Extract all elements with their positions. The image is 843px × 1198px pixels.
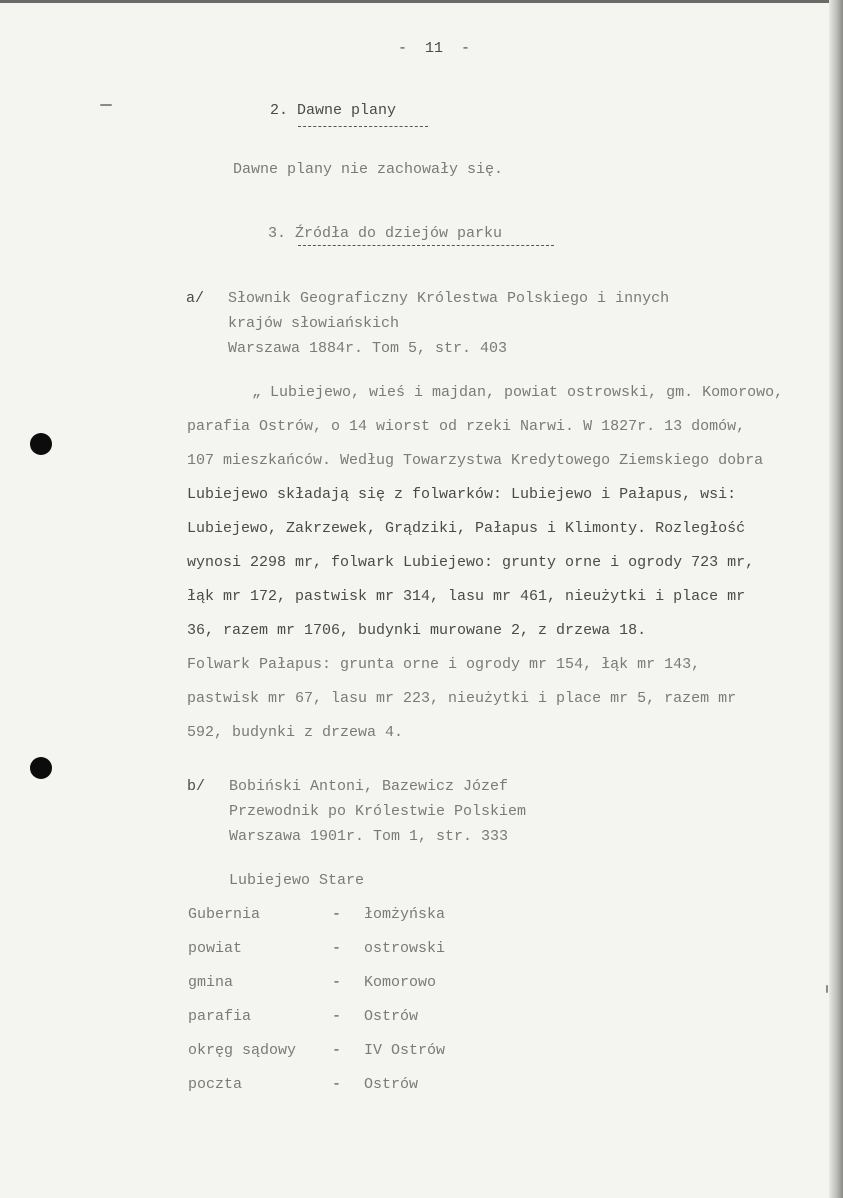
locality-label: Gubernia: [188, 906, 261, 923]
locality-value: Ostrów: [364, 1076, 419, 1093]
section-2-text: Dawne plany nie zachowały się.: [233, 161, 504, 178]
scan-speck: [826, 985, 828, 993]
quote-line: wynosi 2298 mr, folwark Lubiejewo: grunty orne i ogrody 723 mr,: [187, 554, 755, 571]
quote-line: 36, razem mr 1706, budynki murowane 2, z drzewa 18.: [187, 622, 647, 639]
punch-hole-bottom: [30, 757, 52, 779]
quote-line: pastwisk mr 67, lasu mr 223, nieużytki i place mr 5, razem mr: [187, 690, 737, 707]
source-a-line: Słownik Geograficzny Królestwa Polskiego i innych: [228, 290, 670, 307]
locality-value: Ostrów: [364, 1008, 419, 1025]
locality-value: IV Ostrów: [364, 1042, 446, 1059]
scan-speck: [100, 104, 112, 106]
locality-label: parafia: [188, 1008, 252, 1025]
quote-line: łąk mr 172, pastwisk mr 314, lasu mr 461, nieużytki i place mr: [187, 588, 746, 605]
locality-dash: -: [332, 1008, 342, 1025]
page-number: - 11 -: [398, 40, 471, 57]
source-b-marker: b/: [187, 778, 206, 795]
quote-line: „ Lubiejewo, wieś i majdan, powiat ostrowski, gm. Komorowo,: [252, 384, 784, 401]
locality-value: ostrowski: [364, 940, 446, 957]
source-b-line: Przewodnik po Królestwie Polskiem: [229, 803, 527, 820]
locality-dash: -: [332, 940, 342, 957]
section-2-underline: [298, 126, 428, 127]
quote-line: Lubiejewo składają się z folwarków: Lubiejewo i Pałapus, wsi:: [187, 486, 737, 503]
locality-dash: -: [332, 1076, 342, 1093]
locality-label: poczta: [188, 1076, 243, 1093]
locality-dash: -: [332, 906, 342, 923]
source-b-line: Bobiński Antoni, Bazewicz Józef: [229, 778, 509, 795]
locality-title: Lubiejewo Stare: [229, 872, 365, 889]
locality-dash: -: [332, 974, 342, 991]
source-b-line: Warszawa 1901r. Tom 1, str. 333: [229, 828, 509, 845]
quote-line: Lubiejewo, Zakrzewek, Grądziki, Pałapus i Klimonty. Rozległość: [187, 520, 746, 537]
locality-dash: -: [332, 1042, 342, 1059]
source-a-marker: a/: [186, 290, 205, 307]
section-3-heading: 3. Źródła do dziejów parku: [268, 225, 503, 242]
locality-label: okręg sądowy: [188, 1042, 297, 1059]
locality-label: gmina: [188, 974, 234, 991]
locality-value: łomżyńska: [364, 906, 446, 923]
quote-line: Folwark Pałapus: grunta orne i ogrody mr 154, łąk mr 143,: [187, 656, 701, 673]
section-2-heading: 2. Dawne plany: [270, 102, 397, 119]
page-edge-right: [829, 0, 843, 1198]
source-a-line: krajów słowiańskich: [228, 315, 400, 332]
page-edge-top: [0, 0, 843, 3]
locality-value: Komorowo: [364, 974, 437, 991]
quote-line: 592, budynki z drzewa 4.: [187, 724, 404, 741]
punch-hole-top: [30, 433, 52, 455]
section-3-underline: [298, 245, 554, 246]
quote-line: 107 mieszkańców. Według Towarzystwa Kredytowego Ziemskiego dobra: [187, 452, 764, 469]
source-a-line: Warszawa 1884r. Tom 5, str. 403: [228, 340, 508, 357]
quote-line: parafia Ostrów, o 14 wiorst od rzeki Narwi. W 1827r. 13 domów,: [187, 418, 746, 435]
locality-label: powiat: [188, 940, 243, 957]
